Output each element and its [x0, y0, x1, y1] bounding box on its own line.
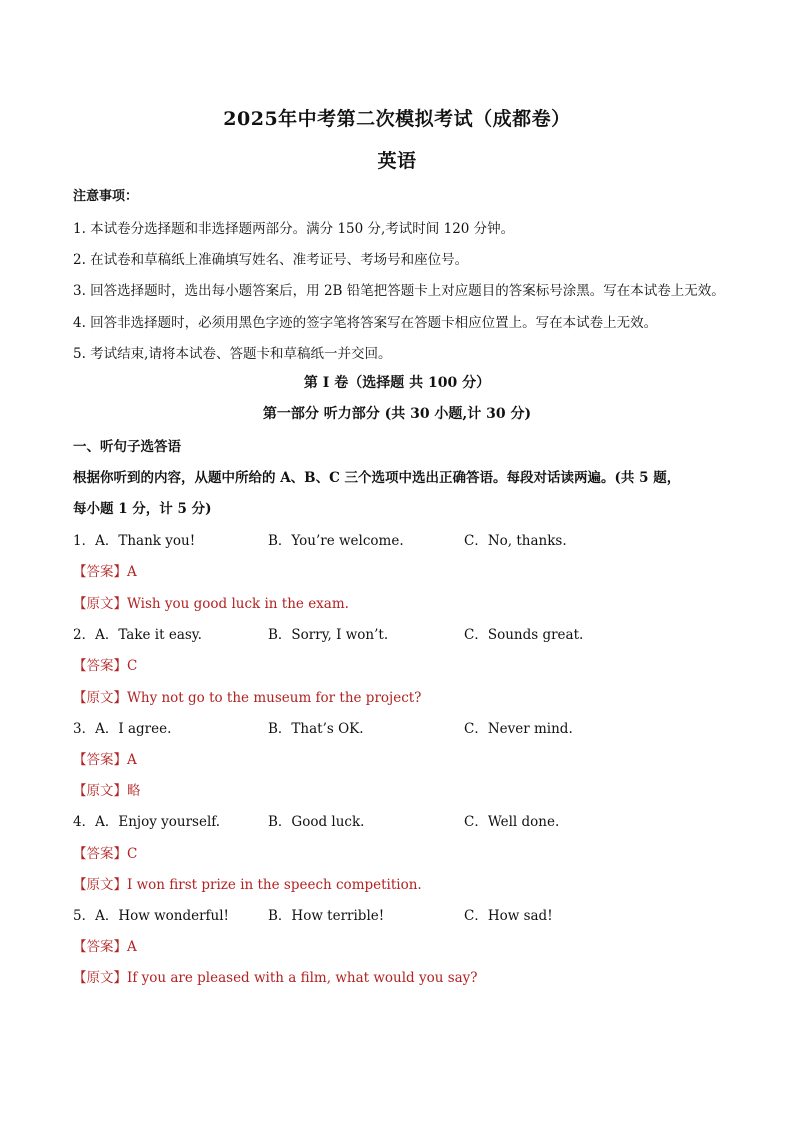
question-2-answer [73, 654, 137, 674]
note-item: 4. 回答非选择题时，必须用黑色字迹的签字笔将答案写在答题卡相应位置上。写在本试卷上无效。 [73, 315, 658, 331]
question-5-option-b: B．How terrible! [268, 908, 385, 924]
original-text: Why not go to the museum for the project? [127, 690, 422, 706]
answer-label: 【答案】 [73, 564, 127, 580]
exam-title: 2025年中考第二次模拟考试（成都卷） [223, 108, 571, 130]
question-1-answer [73, 560, 137, 580]
question-3-option-a: 3．A．I agree. [73, 721, 172, 737]
question-1-option-a: 1．A．Thank you! [73, 533, 196, 549]
question-1-original [73, 592, 349, 612]
question-3-original [73, 779, 141, 799]
answer-label: 【答案】 [73, 939, 127, 955]
original-label: 【原文】 [73, 783, 127, 799]
note-item: 3. 回答选择题时，选出每小题答案后，用 2B 铅笔把答题卡上对应题目的答案标号涂黑。写在本试卷上无效。 [73, 283, 725, 299]
question-3-option-c: C．Never mind. [464, 721, 573, 737]
original-label: 【原文】 [73, 877, 127, 893]
question-4-answer [73, 842, 137, 862]
section-instruction-cont: 每小题 1 分，计 5 分) [73, 501, 212, 517]
notes-heading: 注意事项： [73, 189, 139, 204]
original-label: 【原文】 [73, 596, 127, 612]
volume-title: 第 I 卷（选择题 共 100 分） [303, 375, 491, 391]
question-5-original [73, 966, 478, 986]
answer-value: A [127, 939, 137, 955]
answer-value: A [127, 564, 137, 580]
note-item: 2. 在试卷和草稿纸上准确填写姓名、准考证号、考场号和座位号。 [73, 252, 469, 268]
note-item: 5. 考试结束,请将本试卷、答题卡和草稿纸一并交回。 [73, 346, 392, 362]
question-3-answer [73, 748, 137, 768]
original-label: 【原文】 [73, 970, 127, 986]
answer-label: 【答案】 [73, 846, 127, 862]
question-4-original [73, 873, 422, 893]
question-2-option-c: C．Sounds great. [464, 627, 584, 643]
question-4-option-b: B．Good luck. [268, 814, 365, 830]
original-label: 【原文】 [73, 690, 127, 706]
question-4-option-a: 4．A．Enjoy yourself. [73, 814, 221, 830]
question-3-option-b: B．That’s OK. [268, 721, 364, 737]
question-2-option-a: 2．A．Take it easy. [73, 627, 202, 643]
answer-label: 【答案】 [73, 658, 127, 674]
answer-value: A [127, 752, 137, 768]
question-2-option-b: B．Sorry, I won’t. [268, 627, 389, 643]
answer-value: C [127, 658, 138, 674]
answer-value: C [127, 846, 138, 862]
note-item: 1. 本试卷分选择题和非选择题两部分。满分 150 分,考试时间 120 分钟。 [73, 221, 515, 237]
question-5-option-c: C．How sad! [464, 908, 553, 924]
question-1-option-c: C．No, thanks. [464, 533, 567, 549]
section-heading: 一、听句子选答语 [73, 439, 181, 455]
answer-label: 【答案】 [73, 752, 127, 768]
original-text: 略 [127, 783, 141, 799]
subject-title: 英语 [377, 150, 417, 172]
question-2-original [73, 686, 421, 706]
part-title: 第一部分 听力部分 (共 30 小题,计 30 分) [262, 406, 532, 422]
original-text: I won first prize in the speech competition. [127, 877, 422, 893]
original-text: Wish you good luck in the exam. [127, 596, 349, 612]
question-4-option-c: C．Well done. [464, 814, 560, 830]
question-5-answer [73, 935, 137, 955]
question-5-option-a: 5．A．How wonderful! [73, 908, 229, 924]
original-text: If you are pleased with a film, what would you say? [127, 970, 478, 986]
section-instruction: 根据你听到的内容，从题中所给的 A、B、C 三个选项中选出正确答语。每段对话读两遍。(共 5 题， [73, 470, 681, 486]
question-1-option-b: B．You’re welcome. [268, 533, 404, 549]
